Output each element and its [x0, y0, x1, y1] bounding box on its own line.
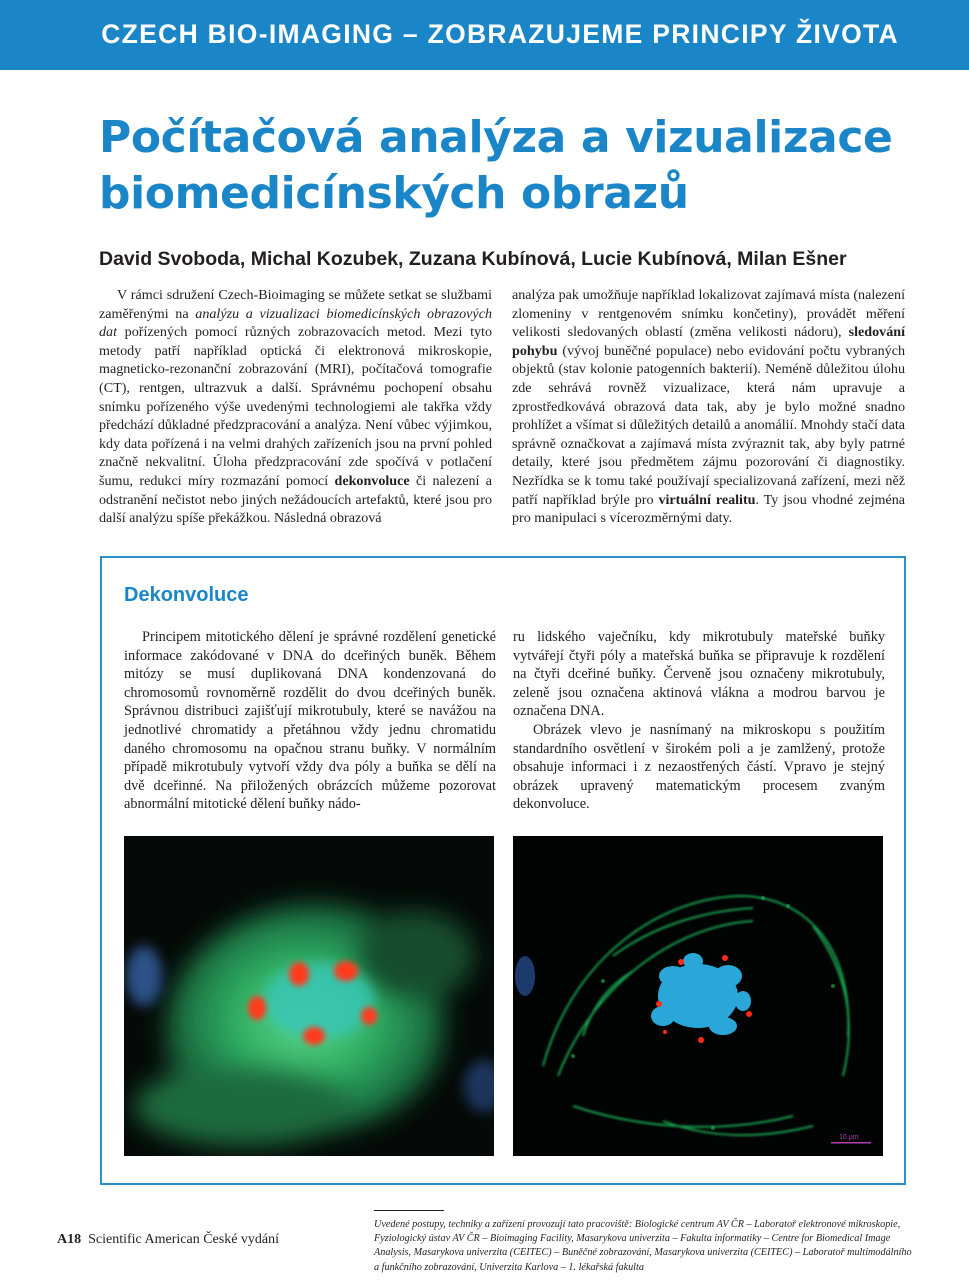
- intro-left-column: [99, 286, 492, 528]
- intro-right-bold-1: sledování pohybu: [512, 324, 905, 359]
- intro-left-bold: dekonvoluce: [334, 472, 410, 489]
- intro-left-text-3: pořízených pomocí různých zobrazovacích metod. Mezi tyto metody patří například optická či elektronová mikroskopie, magneticko-rezonanční zobrazování (MRI), počítačová tomografie (CT), rentgen, ultrazvuk a další. Správnému pochopení obsahu snímku pořízeného výše uvedenými technologiemi ale takřka vždy předchází důkladné předzpracování a analýza. Není vůbec výjimkou, kdy data pořízená i na velmi drahých zařízeních jsou na první pohled značně nekvalitní. Úloha předzpracování zde spočívá v potlačení šumu, redukci míry rozmazání pomocí: [99, 324, 492, 489]
- intro-left-text-5: či nalezení a odstranění nečistot nebo jiných nežádoucích artefaktů, které jsou pro další analýzu spíše překážkou. Následná obrazová: [99, 472, 492, 527]
- deconvolved-micrograph-image: [513, 836, 883, 1156]
- box-heading: Dekonvoluce: [124, 584, 249, 606]
- intro-right-bold-2: virtuální realitu: [658, 491, 756, 508]
- scale-bar-label: 10 µm: [839, 1134, 859, 1141]
- deconvolution-box: [100, 556, 906, 1185]
- banner-text: CZECH BIO-IMAGING – ZOBRAZUJEME PRINCIPY ŽIVOTA: [101, 19, 899, 49]
- widefield-micrograph-image: [124, 836, 494, 1156]
- box-right-paragraph-2: Obrázek vlevo je nasnímaný na mikroskopu s použitím standardního osvětlení v širokém poli a je zamlžený, protože obsahuje informaci i z nezaostřených částí. Vpravo je stejný obrázek upravený matematickým procesem zvaným dekonvoluce.: [513, 721, 885, 813]
- header-banner: [0, 0, 969, 70]
- deconvolved-micrograph: [513, 836, 883, 1156]
- intro-right-text-5: . Ty jsou vhodné zejména pro manipulaci s vícerozměrnými daty.: [512, 491, 906, 527]
- intro-right-column: [512, 286, 905, 528]
- scale-bar: [831, 1142, 871, 1144]
- intro-left-italic: analýzu a vizualizaci biomedicínských obrazových dat: [99, 305, 492, 341]
- page-number: A18: [57, 1232, 82, 1247]
- intro-right-text-1: analýza pak umožňuje například lokalizovat zajímavá místa (nalezení zlomeniny v rentgenovém snímku končetiny), provádět měření velikosti sledovaných oblastí (změna velikosti nádoru),: [512, 287, 905, 341]
- article-authors: David Svoboda, Michal Kozubek, Zuzana Kubínová, Lucie Kubínová, Milan Ešner: [99, 248, 847, 270]
- footnote-rule: [374, 1210, 444, 1211]
- intro-right-text-3: (vývoj buněčné populace) nebo evidování počtu vybraných objektů (stav kolonie patogenních bakterií). Neméně důležitou úlohu zde sehrává rovněž vizualizace, která nám upravuje a zprostředkovává obrazová data tak, aby je bylo možné snadno prohlížet a všímat si důležitých detailů a anomálií. Mnohdy stačí data správně označkovat a zajímavá místa zvýraznit tak, aby byly patrné detaily, které jsou předmětem zájmu pozorování či diagnostiky. Nezřídka se k tomu také používají specializovaná zařízení, mezi něž patří například brýle pro: [512, 342, 905, 508]
- article-title: Počítačová analýza a vizualizace biomedicínských obrazů: [99, 112, 893, 219]
- footnote: Uvedené postupy, techniky a zařízení provozují tato pracoviště: Biologické centrum AV ČR – Laboratoř elektronové mikroskopie, Fyziologický ústav AV ČR – Bioimaging Facility, Masarykova univerzita – Fakulta informatiky – Centre for Biomedical Image Analysis, Masarykova univerzita (CEITEC) – Buněčné zobrazování, Masarykova univerzita (CEITEC) – Laboratoř multimodálního a funkčního zobrazování, Univerzita Karlova – 1. lékařská fakulta: [374, 1219, 912, 1273]
- box-right-column: [513, 628, 885, 814]
- page-footer: [57, 1232, 279, 1248]
- publication-name: Scientific American České vydání: [88, 1232, 280, 1247]
- intro-left-text-1: V rámci sdružení Czech-Bioimaging se můžete setkat se službami zaměřenými na: [99, 287, 492, 322]
- widefield-micrograph: [124, 836, 494, 1156]
- box-left-column: Principem mitotického dělení je správné rozdělení genetické informace zakódované v DNA do dceřiných buněk. Během mitózy se musí duplikovaná DNA kondenzovaná do chromosomů rovnoměrně rozdělit do dvou dceřiných buněk. Správnou distribuci zajišťují mikrotubuly, které se navážou na jednotlivé chromatidy a přetáhnou vždy jednu chromatidu daného chromosomu na opačnou stranu buňky. V normálním případě mikrotubuly vytvoří vždy dva póly a buňka se dělí na dvě dceřinné. Na přiložených obrázcích můžeme pozorovat abnormální mitotické dělení buňky nádo-: [124, 629, 496, 813]
- box-right-paragraph-1: ru lidského vaječníku, kdy mikrotubuly mateřské buňky vytvářejí čtyři póly a mateřská buňka se připravuje k rozdělení na čtyři dceřiné buňky. Červeně jsou označeny mikrotubuly, zeleně jsou označena aktinová vlákna a modrou barvou je označena DNA.: [513, 629, 885, 720]
